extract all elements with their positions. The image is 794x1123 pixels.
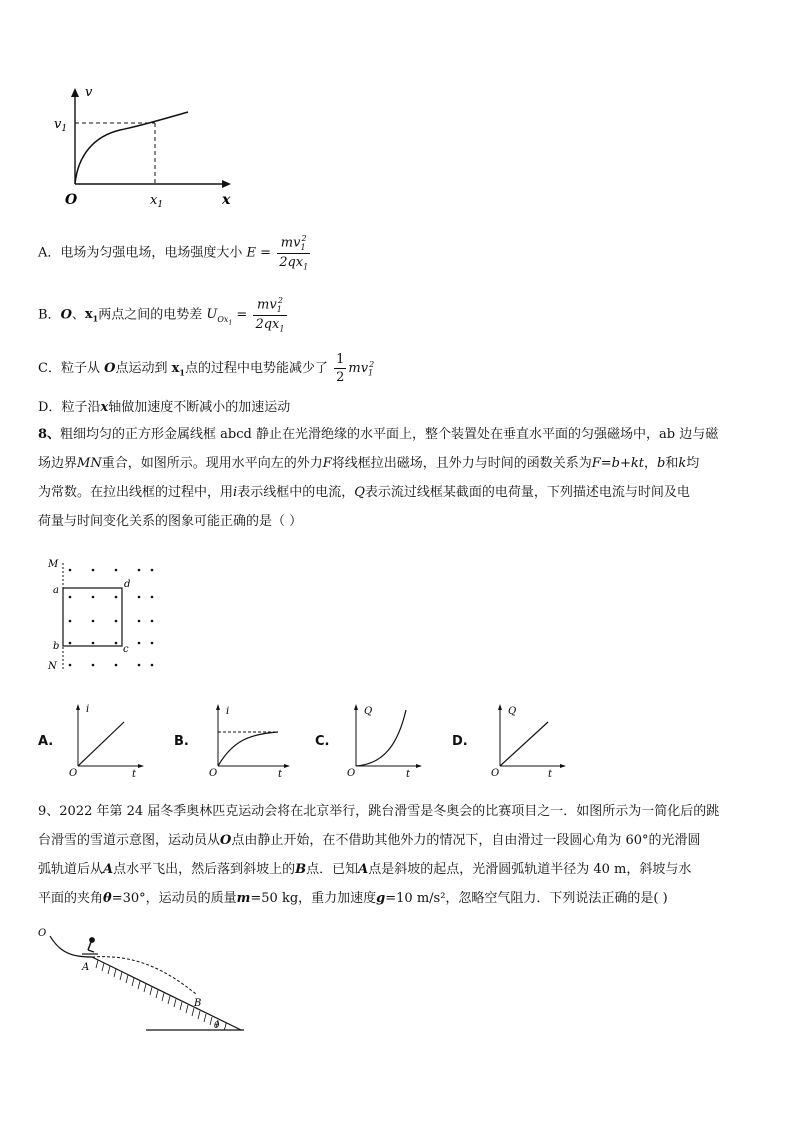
- q8-option-a-label[interactable]: A.: [38, 734, 54, 749]
- svg-text:i: i: [226, 706, 230, 717]
- graph-b-curve: [218, 732, 278, 766]
- label-theta: θ: [214, 1021, 220, 1031]
- label-b: B: [194, 998, 202, 1009]
- q7a-fraction: $\frac{mv_1^2}{2qx_1}$: [279, 234, 309, 272]
- q7-option-b[interactable]: B．O、$x_1$两点之间的电势差 $U_{Ox_1}$ = $\frac{mv_1^2}{2qx_1}$: [38, 296, 285, 334]
- v1-label: $v_1$: [54, 117, 68, 134]
- q8-line-4: 荷量与时间变化关系的图象可能正确的是（ ）: [38, 514, 303, 529]
- svg-text:t: t: [406, 769, 411, 778]
- label-b: b: [53, 641, 60, 652]
- q8-graph-d[interactable]: [488, 702, 568, 778]
- angle-arc: [224, 1023, 226, 1030]
- svg-text:Q: Q: [364, 706, 373, 717]
- svg-text:t: t: [548, 769, 553, 778]
- svg-text:i: i: [86, 704, 90, 715]
- label-a: A: [82, 962, 90, 973]
- label-d: d: [124, 579, 131, 590]
- flight-trajectory: [92, 957, 196, 994]
- q8-graph-b[interactable]: [206, 702, 292, 778]
- svg-text:t: t: [132, 769, 137, 778]
- svg-text:O: O: [347, 768, 356, 778]
- slope-line: [92, 957, 241, 1030]
- q9-line-3: 弧轨道后从A点水平飞出，然后落到斜坡上的B点．已知A点是斜坡的起点，光滑圆弧轨道半径为 40 m，斜坡与水: [38, 862, 692, 877]
- question-8: [38, 420, 758, 536]
- slope-hatching: [96, 960, 218, 1028]
- origin-label: O: [65, 192, 78, 208]
- v-label: v: [85, 85, 93, 100]
- q9-ski-jump-figure: [36, 924, 251, 1036]
- label-o: O: [38, 928, 47, 939]
- magnetic-field-dots: [69, 569, 154, 667]
- velocity-position-graph: [40, 84, 240, 214]
- q8-line-1: 8、粗细均匀的正方形金属线框 abcd 静止在光滑绝缘的水平面上，整个装置处在垂直水平面的匀强磁场中，ab 边与磁: [38, 427, 719, 442]
- x-axis-arrow: [222, 180, 231, 188]
- q8-wire-frame-figure: [40, 555, 170, 675]
- q8-option-b-label[interactable]: B.: [174, 734, 189, 749]
- svg-text:t: t: [278, 769, 283, 778]
- q7-option-a[interactable]: A．电场为匀强电场，电场强度大小 E = $\frac{mv_1^2}{2qx_1}$: [38, 234, 309, 272]
- q7-option-c[interactable]: C．粒子从 O点运动到 $x_1$点的过程中电势能减少了 $\frac{1}{2}$ $mv_1^2$: [38, 352, 375, 385]
- q8-option-d-label[interactable]: D.: [452, 734, 468, 749]
- x1-label: $x_1$: [150, 193, 164, 210]
- q7c-fraction: $\frac{1}{2}$: [336, 352, 345, 385]
- svg-text:Q: Q: [508, 706, 517, 717]
- svg-text:O: O: [491, 768, 500, 778]
- svg-text:O: O: [209, 768, 218, 778]
- q9-line-1: 9、2022 年第 24 届冬季奥林匹克运动会将在北京举行，跳台滑雪是冬奥会的比赛项目之一．如图所示为一简化后的跳: [38, 804, 720, 819]
- q7b-fraction: $\frac{mv_1^2}{2qx_1}$: [255, 296, 285, 334]
- q9-line-4: 平面的夹角θ=30°，运动员的质量m=50 kg，重力加速度g=10 m/s²，忽略空气阻力．下列说法正确的是( ): [38, 891, 668, 906]
- graph-a-line: [78, 722, 124, 766]
- label-c: c: [123, 644, 129, 655]
- q8-line-2: 场边界MN重合，如图所示。现用水平向左的外力F将线框拉出磁场，且外力与时间的函数关系为F=b+kt，b和k均: [38, 456, 700, 471]
- graph-c-curve: [356, 710, 406, 766]
- q8-graph-a[interactable]: [66, 702, 146, 778]
- x-label: x: [222, 192, 231, 208]
- q8-option-c-label[interactable]: C.: [315, 734, 330, 749]
- v-axis-arrow: [71, 88, 79, 97]
- q9-line-2: 台滑雪的雪道示意图，运动员从O点由静止开始，在不借助其他外力的情况下，自由滑过一段圆心角为 60°的光滑圆: [38, 833, 701, 848]
- q7-option-d[interactable]: D．粒子沿x轴做加速度不断减小的加速运动: [38, 400, 291, 415]
- label-m: M: [48, 559, 59, 570]
- question-9: [38, 797, 758, 913]
- graph-d-line: [500, 722, 548, 766]
- q8-graph-c[interactable]: [344, 702, 424, 778]
- label-n: N: [48, 661, 57, 672]
- q8-line-3: 为常数。在拉出线框的过程中，用i表示线框中的电流，Q表示流过线框某截面的电荷量，下列描述电流与时间及电: [38, 485, 690, 500]
- label-a: a: [53, 585, 59, 596]
- svg-text:O: O: [69, 768, 78, 778]
- skier-icon: [82, 938, 98, 954]
